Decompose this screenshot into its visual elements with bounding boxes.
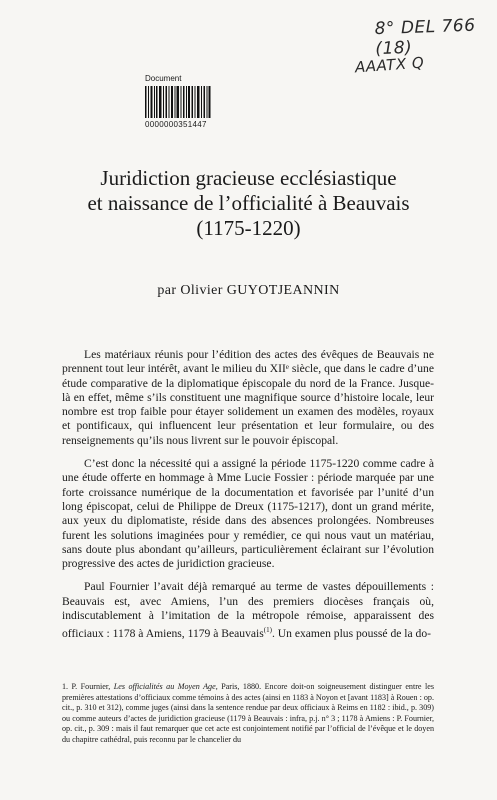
article-title <box>0 166 497 241</box>
stamp-label: Document <box>145 74 182 83</box>
barcode-icon <box>145 86 211 118</box>
title-line-1: Juridiction gracieuse ecclésiastique <box>100 166 397 190</box>
footnote-work-title: Les officialités au Moyen Age <box>113 682 216 691</box>
article-body <box>62 348 434 651</box>
author-byline: par Olivier GUYOTJEANNIN <box>157 283 340 298</box>
footnote-ref: (1) <box>263 626 272 635</box>
handwritten-shelfmark: 8° DEL 766 (18) <box>374 15 476 60</box>
footnotes <box>62 682 434 746</box>
stamp-number: 0000000351447 <box>145 120 207 129</box>
paragraph-text: Paul Fournier l’avait déjà remarqué au terme de vastes dépouillements : Beauvais est, avec Amiens, l’un des premiers diocèses français où, indiscutablement à l’imitation de la métropole rémoise, apparaissent des officiaux : 1178 à Amiens, 1179 à Beauvais <box>62 580 434 641</box>
footnote-rest: , Paris, 1880. Encore doit-on soigneusement distinguer entre les premières attestations d’officiaux comme témoins à des actes (ainsi en 1183 à Noyon et [avant 1183] à Rouen : op. cit., p. 310 et 312), comme juges (ainsi dans la sentence rendue par deux officiaux à Reims en 1182 : ibid., p. 309) ou comme auteurs d’actes de juridiction gracieuse (1179 à Beauvais : infra, p.j. n° 3 ; 1178 à Amiens : P. Fournier, op. cit., p. 309 : mais il faut remarquer que cet acte est conjointement notifié par l’official de l’évêque et le doyen du chapitre cathédral, puis reconnu par le chancelier du <box>62 682 435 744</box>
paragraph <box>62 580 434 641</box>
title-line-3: (1175-1220) <box>196 216 301 240</box>
footnote-start: 1. P. Fournier, <box>62 682 114 691</box>
paragraph: Les matériaux réunis pour l’édition des actes des évêques de Beauvais ne prennent tout leur intérêt, avant le milieu du XIIᵉ siècle, que dans le cadre d’une étude comparative de la diplomatique épiscopale du nord de la France. Jusque-là en effet, même s’ils constituent une magnifique source d’histoire locale, leur nombre est trop faible pour étayer solidement un examen des modèles, royaux et pontificaux, qui influencent leur présentation et leur formulaire, ou des renseignements qu’ils nous livrent sur le pouvoir épiscopal. <box>62 348 434 447</box>
title-line-2: et naissance de l’officialité à Beauvais <box>87 191 410 215</box>
handwritten-code: AAATX Q <box>354 53 425 77</box>
paragraph-text-end: . Un examen plus poussé de la do- <box>271 627 432 641</box>
paragraph: C’est donc la nécessité qui a assigné la période 1175-1220 comme cadre à une étude offerte en hommage à Mme Lucie Fossier : période marquée par une forte croissance numérique de la documentation et favorisée par l’unité d’un long épiscopat, celui de Philippe de Dreux (1175-1217), dont un grand mérite, aux yeux du diplomatiste, réside dans des absences prolongées. Nombreuses furent les solutions imaginées pour y remédier, ce qui nous vaut un matériau, sans doute plus abondant qu’ailleurs, particulièrement éclairant sur l’évolution progressive des actes de juridiction gracieuse. <box>62 457 434 571</box>
footnote <box>62 682 434 746</box>
